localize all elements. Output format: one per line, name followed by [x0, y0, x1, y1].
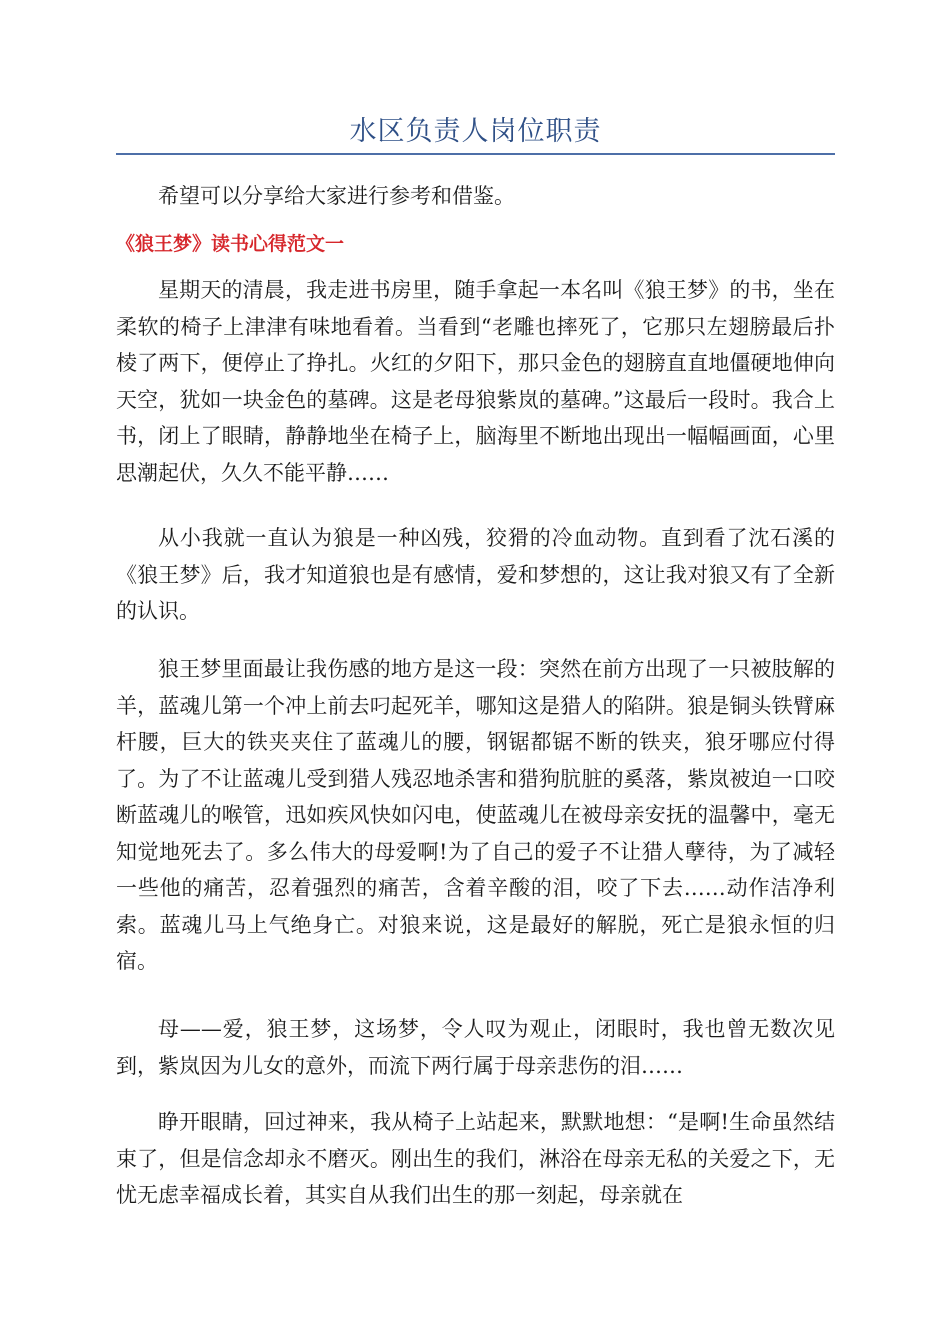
paragraph-4: 母——爱，狼王梦，这场梦，令人叹为观止，闭眼时，我也曾无数次见到，紫岚因为儿女的意外，而流下两行属于母亲悲伤的泪……: [116, 1017, 835, 1078]
paragraph-2: 从小我就一直认为狼是一种凶残，狡猾的冷血动物。直到看了沈石溪的《狼王梦》后，我才知道狼也是有感情，爱和梦想的，这让我对狼又有了全新的认识。: [116, 526, 835, 623]
intro-paragraph: 希望可以分享给大家进行参考和借鉴。: [158, 184, 515, 208]
title-underline: [116, 153, 835, 155]
paragraph-5: 睁开眼睛，回过神来，我从椅子上站起来，默默地想：“是啊!生命虽然结束了，但是信念却永不磨灭。刚出生的我们，淋浴在母亲无私的关爱之下，无忧无虑幸福成长着，其实自从我们出生的那一刻起，母亲就在: [116, 1110, 835, 1207]
section-heading: 《狼王梦》读书心得范文一: [116, 233, 345, 255]
document-title: 水区负责人岗位职责: [349, 116, 602, 147]
paragraph-3: 狼王梦里面最让我伤感的地方是这一段：突然在前方出现了一只被肢解的羊，蓝魂儿第一个冲上前去叼起死羊，哪知这是猎人的陷阱。狼是铜头铁臂麻杆腰，巨大的铁夹夹住了蓝魂儿的腰，钢锯都锯不断的铁夹，狼牙哪应付得了。为了不让蓝魂儿受到猎人残忍地杀害和猎狗肮脏的奚落，紫岚被迫一口咬断蓝魂儿的喉管，迅如疾风快如闪电，使蓝魂儿在被母亲安抚的温馨中，毫无知觉地死去了。多么伟大的母爱啊!为了自己的爱子不让猎人孽待，为了减轻一些他的痛苦，忍着强烈的痛苦，含着辛酸的泪，咬了下去……动作洁净利索。蓝魂儿马上气绝身亡。对狼来说，这是最好的解脱，死亡是狼永恒的归宿。: [116, 657, 835, 973]
paragraph-1: 星期天的清晨，我走进书房里，随手拿起一本名叫《狼王梦》的书，坐在柔软的椅子上津津有味地看着。当看到“老雕也摔死了，它那只左翅膀最后扑棱了两下，便停止了挣扎。火红的夕阳下，那只金色的翅膀直直地僵硬地伸向天空，犹如一块金色的墓碑。这是老母狼紫岚的墓碑。”这最后一段时。我合上书，闭上了眼睛，静静地坐在椅子上，脑海里不断地出现出一幅幅画面，心里思潮起伏，久久不能平静……: [116, 278, 835, 485]
